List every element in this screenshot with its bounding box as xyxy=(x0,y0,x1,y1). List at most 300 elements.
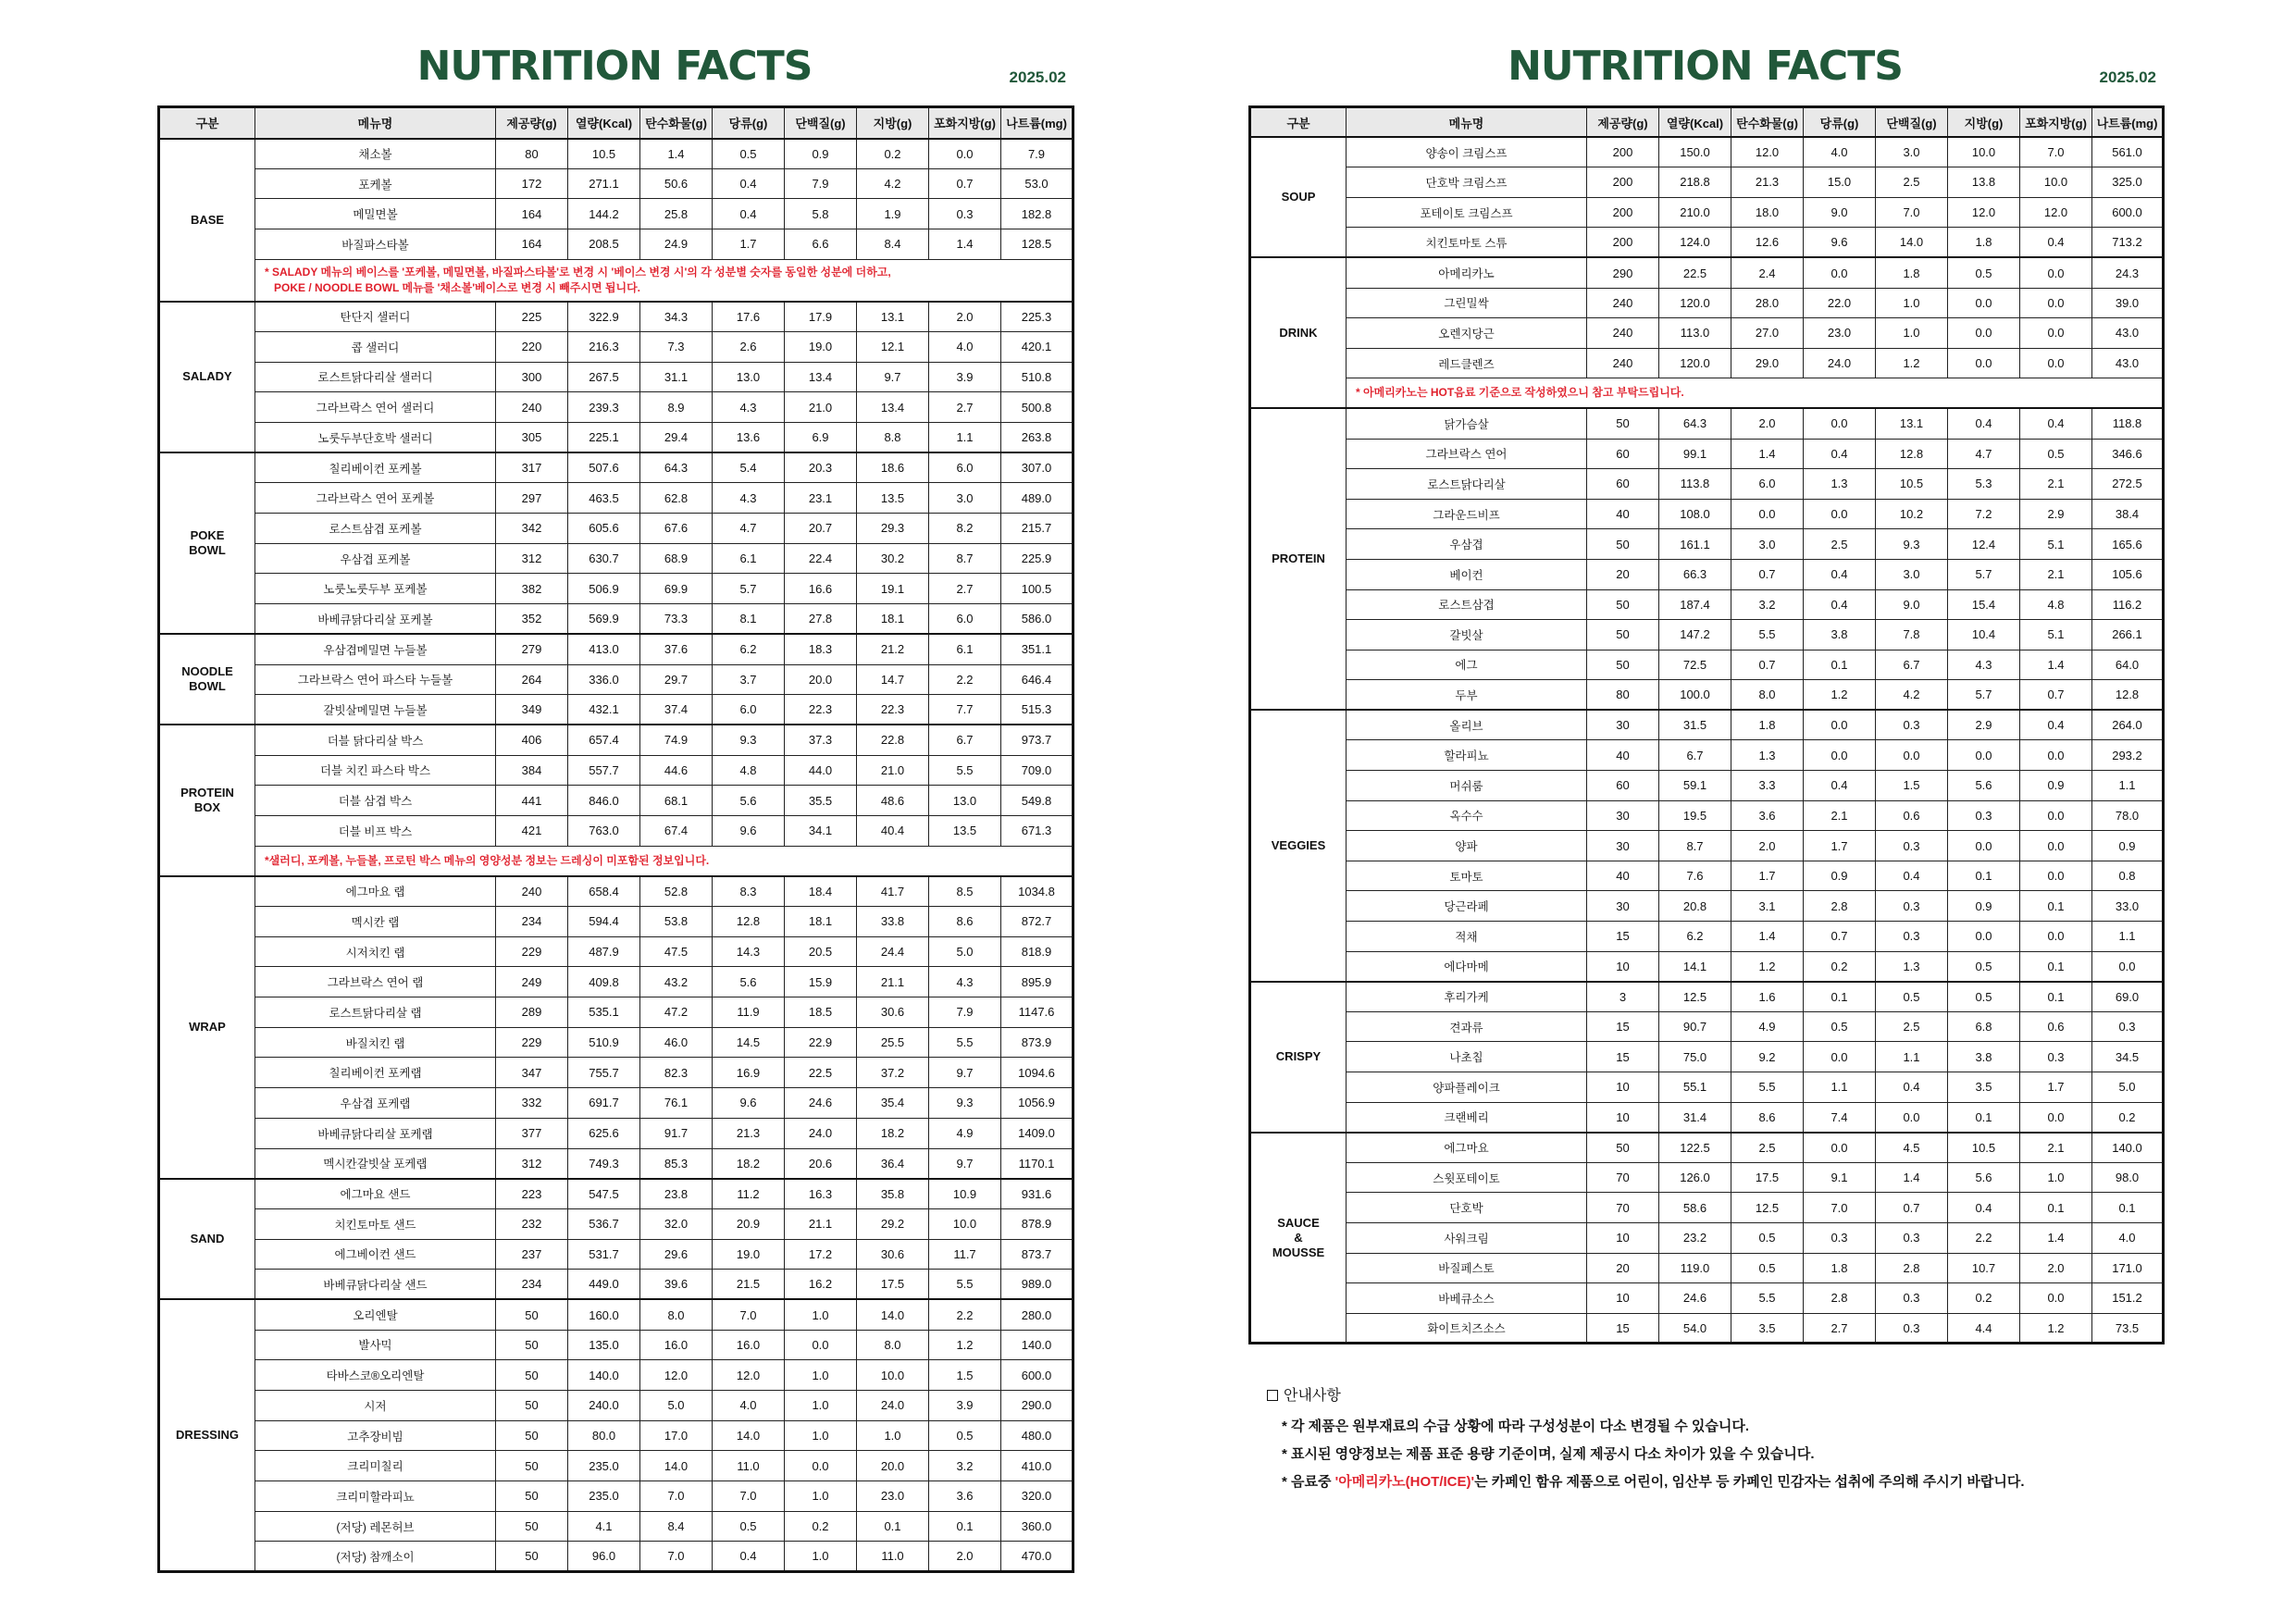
value-cell: 1.0 xyxy=(2020,1162,2092,1193)
value-cell: 506.9 xyxy=(568,574,640,604)
value-cell: 266.1 xyxy=(2092,620,2164,650)
value-cell: 7.9 xyxy=(929,997,1001,1028)
value-cell: 346.6 xyxy=(2092,439,2164,469)
table-row xyxy=(159,1118,1074,1148)
value-cell: 16.3 xyxy=(785,1179,857,1209)
value-cell: 30 xyxy=(1587,800,1659,831)
value-cell: 6.7 xyxy=(1659,740,1731,771)
menu-name-cell: 멕시칸 랩 xyxy=(255,907,496,937)
value-cell: 818.9 xyxy=(1001,936,1074,967)
value-cell: 463.5 xyxy=(568,483,640,514)
value-cell: 9.3 xyxy=(929,1088,1001,1119)
value-cell: 8.4 xyxy=(640,1511,713,1542)
value-cell: 215.7 xyxy=(1001,514,1074,544)
value-cell: 113.0 xyxy=(1659,318,1731,349)
value-cell: 2.0 xyxy=(929,1542,1001,1572)
table-row xyxy=(1250,1011,2164,1042)
menu-name-cell: 바베큐소스 xyxy=(1347,1283,1587,1314)
value-cell: 382 xyxy=(496,574,568,604)
value-cell: 7.0 xyxy=(1876,197,1948,228)
value-cell: 13.4 xyxy=(857,392,929,423)
value-cell: 208.5 xyxy=(568,229,640,260)
category-cell: DRESSING xyxy=(159,1299,255,1571)
value-cell: 7.8 xyxy=(1876,620,1948,650)
value-cell: 249 xyxy=(496,967,568,997)
category-cell: VEGGIES xyxy=(1250,710,1347,981)
value-cell: 432.1 xyxy=(568,695,640,725)
note-cell: *샐러디, 포케볼, 누들볼, 프로틴 박스 메뉴의 영양성분 정보는 드레싱이 미포함된 정보입니다. xyxy=(255,846,1074,876)
value-cell: 5.7 xyxy=(1948,559,2020,589)
value-cell: 0.1 xyxy=(1804,650,1876,680)
value-cell: 105.6 xyxy=(2092,559,2164,589)
column-header: 제공량(g) xyxy=(1587,107,1659,138)
value-cell: 0.4 xyxy=(1948,1193,2020,1223)
table-row xyxy=(159,1360,1074,1391)
value-cell: 10.9 xyxy=(929,1179,1001,1209)
value-cell: 406 xyxy=(496,725,568,755)
value-cell: 1.4 xyxy=(929,229,1001,260)
value-cell: 20.3 xyxy=(785,452,857,483)
value-cell: 10 xyxy=(1587,1102,1659,1133)
value-cell: 0.9 xyxy=(2020,771,2092,801)
table-row xyxy=(1250,589,2164,620)
value-cell: 10 xyxy=(1587,1222,1659,1253)
menu-name-cell: 크리미칠리 xyxy=(255,1451,496,1481)
column-header: 나트륨(mg) xyxy=(2092,107,2164,138)
value-cell: 50 xyxy=(496,1481,568,1512)
value-cell: 13.4 xyxy=(785,362,857,392)
page-title: NUTRITION FACTS xyxy=(1508,43,1903,90)
table-row xyxy=(159,967,1074,997)
value-cell: 1.7 xyxy=(2020,1072,2092,1103)
value-cell: 8.1 xyxy=(713,604,785,635)
value-cell: 1.1 xyxy=(929,423,1001,453)
value-cell: 0.0 xyxy=(1804,257,1876,288)
value-cell: 0.4 xyxy=(1948,408,2020,439)
table-row xyxy=(159,392,1074,423)
value-cell: 547.5 xyxy=(568,1179,640,1209)
value-cell: 1.1 xyxy=(1876,1042,1948,1072)
value-cell: 237 xyxy=(496,1239,568,1270)
value-cell: 14.3 xyxy=(713,936,785,967)
table-row xyxy=(159,786,1074,816)
note-cell: * 아메리카노는 HOT음료 기준으로 작성하였으니 참고 부탁드립니다. xyxy=(1347,378,2164,409)
value-cell: 1.0 xyxy=(785,1360,857,1391)
value-cell: 240 xyxy=(496,876,568,907)
value-cell: 0.7 xyxy=(1731,650,1804,680)
table-row xyxy=(1250,771,2164,801)
value-cell: 225.9 xyxy=(1001,543,1074,574)
value-cell: 3.1 xyxy=(1731,891,1804,922)
value-cell: 200 xyxy=(1587,167,1659,198)
value-cell: 10.0 xyxy=(1948,137,2020,167)
table-row xyxy=(159,1239,1074,1270)
value-cell: 2.7 xyxy=(1804,1313,1876,1344)
value-cell: 605.6 xyxy=(568,514,640,544)
value-cell: 118.8 xyxy=(2092,408,2164,439)
value-cell: 239.3 xyxy=(568,392,640,423)
value-cell: 2.7 xyxy=(929,574,1001,604)
value-cell: 76.1 xyxy=(640,1088,713,1119)
value-cell: 1.8 xyxy=(1731,710,1804,740)
value-cell: 5.5 xyxy=(1731,1072,1804,1103)
table-row xyxy=(159,168,1074,199)
value-cell: 21.2 xyxy=(857,634,929,664)
menu-name-cell: 칠리베이컨 포케랩 xyxy=(255,1058,496,1088)
value-cell: 6.8 xyxy=(1948,1011,2020,1042)
value-cell: 90.7 xyxy=(1659,1011,1731,1042)
menu-name-cell: 에그베이컨 샌드 xyxy=(255,1239,496,1270)
notice-text: * 음료중 xyxy=(1282,1474,1335,1490)
table-row xyxy=(159,997,1074,1028)
table-row xyxy=(159,1451,1074,1481)
value-cell: 4.8 xyxy=(713,755,785,786)
value-cell: 846.0 xyxy=(568,786,640,816)
value-cell: 9.0 xyxy=(1876,589,1948,620)
value-cell: 0.4 xyxy=(713,1542,785,1572)
value-cell: 15 xyxy=(1587,922,1659,952)
value-cell: 10.2 xyxy=(1876,499,1948,529)
value-cell: 4.3 xyxy=(929,967,1001,997)
menu-name-cell: 칠리베이컨 포케볼 xyxy=(255,452,496,483)
value-cell: 0.7 xyxy=(1731,559,1804,589)
value-cell: 0.2 xyxy=(1948,1283,2020,1314)
table-row xyxy=(159,695,1074,725)
value-cell: 31.4 xyxy=(1659,1102,1731,1133)
value-cell: 19.1 xyxy=(857,574,929,604)
value-cell: 1.7 xyxy=(713,229,785,260)
value-cell: 0.0 xyxy=(2020,288,2092,318)
value-cell: 4.9 xyxy=(1731,1011,1804,1042)
menu-name-cell: 후리가케 xyxy=(1347,982,1587,1012)
value-cell: 420.1 xyxy=(1001,331,1074,362)
value-cell: 96.0 xyxy=(568,1542,640,1572)
value-cell: 0.0 xyxy=(2020,922,2092,952)
value-cell: 21.3 xyxy=(1731,167,1804,198)
category-cell: NOODLE BOWL xyxy=(159,634,255,725)
value-cell: 4.3 xyxy=(713,392,785,423)
value-cell: 14.0 xyxy=(640,1451,713,1481)
value-cell: 7.0 xyxy=(713,1299,785,1330)
value-cell: 658.4 xyxy=(568,876,640,907)
value-cell: 33.0 xyxy=(2092,891,2164,922)
value-cell: 27.8 xyxy=(785,604,857,635)
value-cell: 1170.1 xyxy=(1001,1148,1074,1179)
value-cell: 34.5 xyxy=(2092,1042,2164,1072)
value-cell: 1094.6 xyxy=(1001,1058,1074,1088)
value-cell: 5.1 xyxy=(2020,620,2092,650)
column-header: 열량(Kcal) xyxy=(1659,107,1731,138)
table-row xyxy=(1250,1283,2164,1314)
value-cell: 66.3 xyxy=(1659,559,1731,589)
value-cell: 17.6 xyxy=(713,302,785,332)
value-cell: 763.0 xyxy=(568,815,640,846)
value-cell: 6.7 xyxy=(929,725,1001,755)
table-row xyxy=(1250,891,2164,922)
category-cell: CRISPY xyxy=(1250,982,1347,1133)
value-cell: 11.2 xyxy=(713,1179,785,1209)
value-cell: 1.0 xyxy=(857,1420,929,1451)
menu-name-cell: 오렌지당근 xyxy=(1347,318,1587,349)
value-cell: 223 xyxy=(496,1179,568,1209)
value-cell: 480.0 xyxy=(1001,1420,1074,1451)
value-cell: 1.3 xyxy=(1731,740,1804,771)
value-cell: 5.6 xyxy=(713,967,785,997)
value-cell: 99.1 xyxy=(1659,439,1731,469)
checkbox-square-icon xyxy=(1267,1390,1278,1401)
menu-name-cell: 스윗포테이토 xyxy=(1347,1162,1587,1193)
value-cell: 1.4 xyxy=(1731,439,1804,469)
notice-line: * 표시된 영양정보는 제품 표준 용량 기준이며, 실제 제공시 다소 차이가 있을 수 있습니다. xyxy=(1282,1446,1815,1462)
value-cell: 5.7 xyxy=(713,574,785,604)
menu-name-cell: 채소볼 xyxy=(255,139,496,169)
menu-name-cell: 갈빗살메밀면 누들볼 xyxy=(255,695,496,725)
menu-name-cell: 치킨토마토 스튜 xyxy=(1347,228,1587,258)
menu-name-cell: 화이트치즈소스 xyxy=(1347,1313,1587,1344)
value-cell: 1.0 xyxy=(785,1481,857,1512)
value-cell: 50 xyxy=(496,1451,568,1481)
value-cell: 5.3 xyxy=(1948,469,2020,500)
value-cell: 91.7 xyxy=(640,1118,713,1148)
value-cell: 1.1 xyxy=(2092,771,2164,801)
value-cell: 20 xyxy=(1587,1253,1659,1283)
value-cell: 2.8 xyxy=(1804,891,1876,922)
value-cell: 11.7 xyxy=(929,1239,1001,1270)
table-row xyxy=(159,1027,1074,1058)
value-cell: 144.2 xyxy=(568,199,640,229)
column-header: 포화지방(g) xyxy=(929,107,1001,139)
value-cell: 0.0 xyxy=(1948,318,2020,349)
value-cell: 14.5 xyxy=(713,1027,785,1058)
value-cell: 13.5 xyxy=(857,483,929,514)
nutrition-table-left xyxy=(157,105,1074,1573)
table-row xyxy=(1250,650,2164,680)
value-cell: 18.1 xyxy=(857,604,929,635)
table-row xyxy=(1250,1222,2164,1253)
column-header: 포화지방(g) xyxy=(2020,107,2092,138)
value-cell: 69.9 xyxy=(640,574,713,604)
table-row xyxy=(159,1058,1074,1088)
value-cell: 1.3 xyxy=(1876,951,1948,982)
value-cell: 171.0 xyxy=(2092,1253,2164,1283)
menu-name-cell: 더블 닭다리살 박스 xyxy=(255,725,496,755)
value-cell: 43.2 xyxy=(640,967,713,997)
menu-name-cell: 우삼겹 xyxy=(1347,529,1587,560)
value-cell: 9.7 xyxy=(857,362,929,392)
category-cell: SAND xyxy=(159,1179,255,1300)
value-cell: 264.0 xyxy=(2092,710,2164,740)
value-cell: 0.3 xyxy=(1876,710,1948,740)
value-cell: 225.1 xyxy=(568,423,640,453)
value-cell: 225 xyxy=(496,302,568,332)
value-cell: 5.0 xyxy=(929,936,1001,967)
menu-name-cell: 바베큐닭다리살 포케볼 xyxy=(255,604,496,635)
value-cell: 600.0 xyxy=(1001,1360,1074,1391)
value-cell: 312 xyxy=(496,1148,568,1179)
value-cell: 535.1 xyxy=(568,997,640,1028)
value-cell: 24.9 xyxy=(640,229,713,260)
column-header: 단백질(g) xyxy=(1876,107,1948,138)
value-cell: 536.7 xyxy=(568,1208,640,1239)
menu-name-cell: 오리엔탈 xyxy=(255,1299,496,1330)
value-cell: 6.0 xyxy=(713,695,785,725)
value-cell: 2.8 xyxy=(1876,1253,1948,1283)
value-cell: 0.5 xyxy=(1948,951,2020,982)
value-cell: 873.7 xyxy=(1001,1239,1074,1270)
value-cell: 7.0 xyxy=(1804,1193,1876,1223)
value-cell: 1.4 xyxy=(1731,922,1804,952)
value-cell: 441 xyxy=(496,786,568,816)
value-cell: 0.4 xyxy=(1804,439,1876,469)
value-cell: 594.4 xyxy=(568,907,640,937)
value-cell: 67.6 xyxy=(640,514,713,544)
table-row xyxy=(159,725,1074,755)
value-cell: 0.5 xyxy=(1804,1011,1876,1042)
value-cell: 147.2 xyxy=(1659,620,1731,650)
value-cell: 70 xyxy=(1587,1193,1659,1223)
value-cell: 630.7 xyxy=(568,543,640,574)
menu-name-cell: 그라운드비프 xyxy=(1347,499,1587,529)
value-cell: 1.4 xyxy=(2020,1222,2092,1253)
value-cell: 29.6 xyxy=(640,1239,713,1270)
value-cell: 973.7 xyxy=(1001,725,1074,755)
value-cell: 0.1 xyxy=(1804,982,1876,1012)
value-cell: 0.3 xyxy=(1876,1313,1948,1344)
value-cell: 569.9 xyxy=(568,604,640,635)
value-cell: 15.9 xyxy=(785,967,857,997)
value-cell: 150.0 xyxy=(1659,137,1731,167)
menu-name-cell: 더블 치킨 파스타 박스 xyxy=(255,755,496,786)
value-cell: 7.0 xyxy=(640,1542,713,1572)
value-cell: 0.0 xyxy=(2020,800,2092,831)
value-cell: 23.2 xyxy=(1659,1222,1731,1253)
table-row xyxy=(1250,288,2164,318)
value-cell: 600.0 xyxy=(2092,197,2164,228)
value-cell: 0.0 xyxy=(1804,710,1876,740)
menu-name-cell: 당근라페 xyxy=(1347,891,1587,922)
value-cell: 18.4 xyxy=(785,876,857,907)
value-cell: 0.4 xyxy=(1804,771,1876,801)
value-cell: 0.5 xyxy=(929,1420,1001,1451)
value-cell: 749.3 xyxy=(568,1148,640,1179)
page-date: 2025.02 xyxy=(2099,68,2156,86)
value-cell: 50 xyxy=(496,1299,568,1330)
value-cell: 12.0 xyxy=(1731,137,1804,167)
value-cell: 14.7 xyxy=(857,664,929,695)
value-cell: 30 xyxy=(1587,710,1659,740)
value-cell: 3.8 xyxy=(1948,1042,2020,1072)
value-cell: 14.0 xyxy=(1876,228,1948,258)
value-cell: 5.5 xyxy=(929,755,1001,786)
value-cell: 271.1 xyxy=(568,168,640,199)
value-cell: 10.4 xyxy=(1948,620,2020,650)
menu-name-cell: 두부 xyxy=(1347,680,1587,711)
value-cell: 100.0 xyxy=(1659,680,1731,711)
value-cell: 37.6 xyxy=(640,634,713,664)
value-cell: 8.0 xyxy=(1731,680,1804,711)
value-cell: 2.5 xyxy=(1876,167,1948,198)
value-cell: 931.6 xyxy=(1001,1179,1074,1209)
value-cell: 18.2 xyxy=(857,1118,929,1148)
table-row xyxy=(159,1299,1074,1330)
value-cell: 18.1 xyxy=(785,907,857,937)
column-header: 나트륨(mg) xyxy=(1001,107,1074,139)
value-cell: 29.0 xyxy=(1731,348,1804,378)
value-cell: 3.8 xyxy=(1804,620,1876,650)
value-cell: 0.3 xyxy=(2092,1011,2164,1042)
value-cell: 9.3 xyxy=(713,725,785,755)
value-cell: 0.3 xyxy=(929,199,1001,229)
value-cell: 50 xyxy=(1587,620,1659,650)
value-cell: 0.3 xyxy=(1876,1222,1948,1253)
value-cell: 0.4 xyxy=(2020,710,2092,740)
value-cell: 3.7 xyxy=(713,664,785,695)
table-row xyxy=(159,936,1074,967)
table-row xyxy=(159,423,1074,453)
value-cell: 21.0 xyxy=(785,392,857,423)
value-cell: 39.0 xyxy=(2092,288,2164,318)
value-cell: 384 xyxy=(496,755,568,786)
value-cell: 1.0 xyxy=(785,1391,857,1421)
value-cell: 557.7 xyxy=(568,755,640,786)
value-cell: 1.4 xyxy=(1876,1162,1948,1193)
value-cell: 0.3 xyxy=(1804,1222,1876,1253)
value-cell: 59.1 xyxy=(1659,771,1731,801)
value-cell: 0.0 xyxy=(1948,740,2020,771)
value-cell: 290 xyxy=(1587,257,1659,288)
value-cell: 17.2 xyxy=(785,1239,857,1270)
value-cell: 0.4 xyxy=(1876,861,1948,891)
value-cell: 6.2 xyxy=(1659,922,1731,952)
value-cell: 9.1 xyxy=(1804,1162,1876,1193)
menu-name-cell: 올리브 xyxy=(1347,710,1587,740)
value-cell: 1.7 xyxy=(1804,831,1876,861)
value-cell: 0.0 xyxy=(2020,831,2092,861)
value-cell: 1.7 xyxy=(1731,861,1804,891)
value-cell: 12.5 xyxy=(1731,1193,1804,1223)
value-cell: 300 xyxy=(496,362,568,392)
value-cell: 55.1 xyxy=(1659,1072,1731,1103)
value-cell: 322.9 xyxy=(568,302,640,332)
value-cell: 12.8 xyxy=(1876,439,1948,469)
value-cell: 4.4 xyxy=(1948,1313,2020,1344)
value-cell: 410.0 xyxy=(1001,1451,1074,1481)
value-cell: 24.6 xyxy=(785,1088,857,1119)
value-cell: 5.5 xyxy=(1731,620,1804,650)
value-cell: 50 xyxy=(496,1542,568,1572)
value-cell: 172 xyxy=(496,168,568,199)
value-cell: 100.5 xyxy=(1001,574,1074,604)
value-cell: 24.0 xyxy=(857,1391,929,1421)
menu-name-cell: 시저 xyxy=(255,1391,496,1421)
value-cell: 18.2 xyxy=(713,1148,785,1179)
value-cell: 336.0 xyxy=(568,664,640,695)
value-cell: 470.0 xyxy=(1001,1542,1074,1572)
value-cell: 37.4 xyxy=(640,695,713,725)
value-cell: 1.9 xyxy=(857,199,929,229)
table-row xyxy=(159,229,1074,260)
value-cell: 13.1 xyxy=(857,302,929,332)
value-cell: 70 xyxy=(1587,1162,1659,1193)
column-header: 구분 xyxy=(1250,107,1347,138)
value-cell: 0.0 xyxy=(1876,740,1948,771)
table-header-row xyxy=(159,107,1074,139)
table-row xyxy=(1250,559,2164,589)
menu-name-cell: 치킨토마토 샌드 xyxy=(255,1208,496,1239)
value-cell: 1.5 xyxy=(929,1360,1001,1391)
table-row xyxy=(1250,982,2164,1012)
menu-name-cell: 우삼겹 포케랩 xyxy=(255,1088,496,1119)
